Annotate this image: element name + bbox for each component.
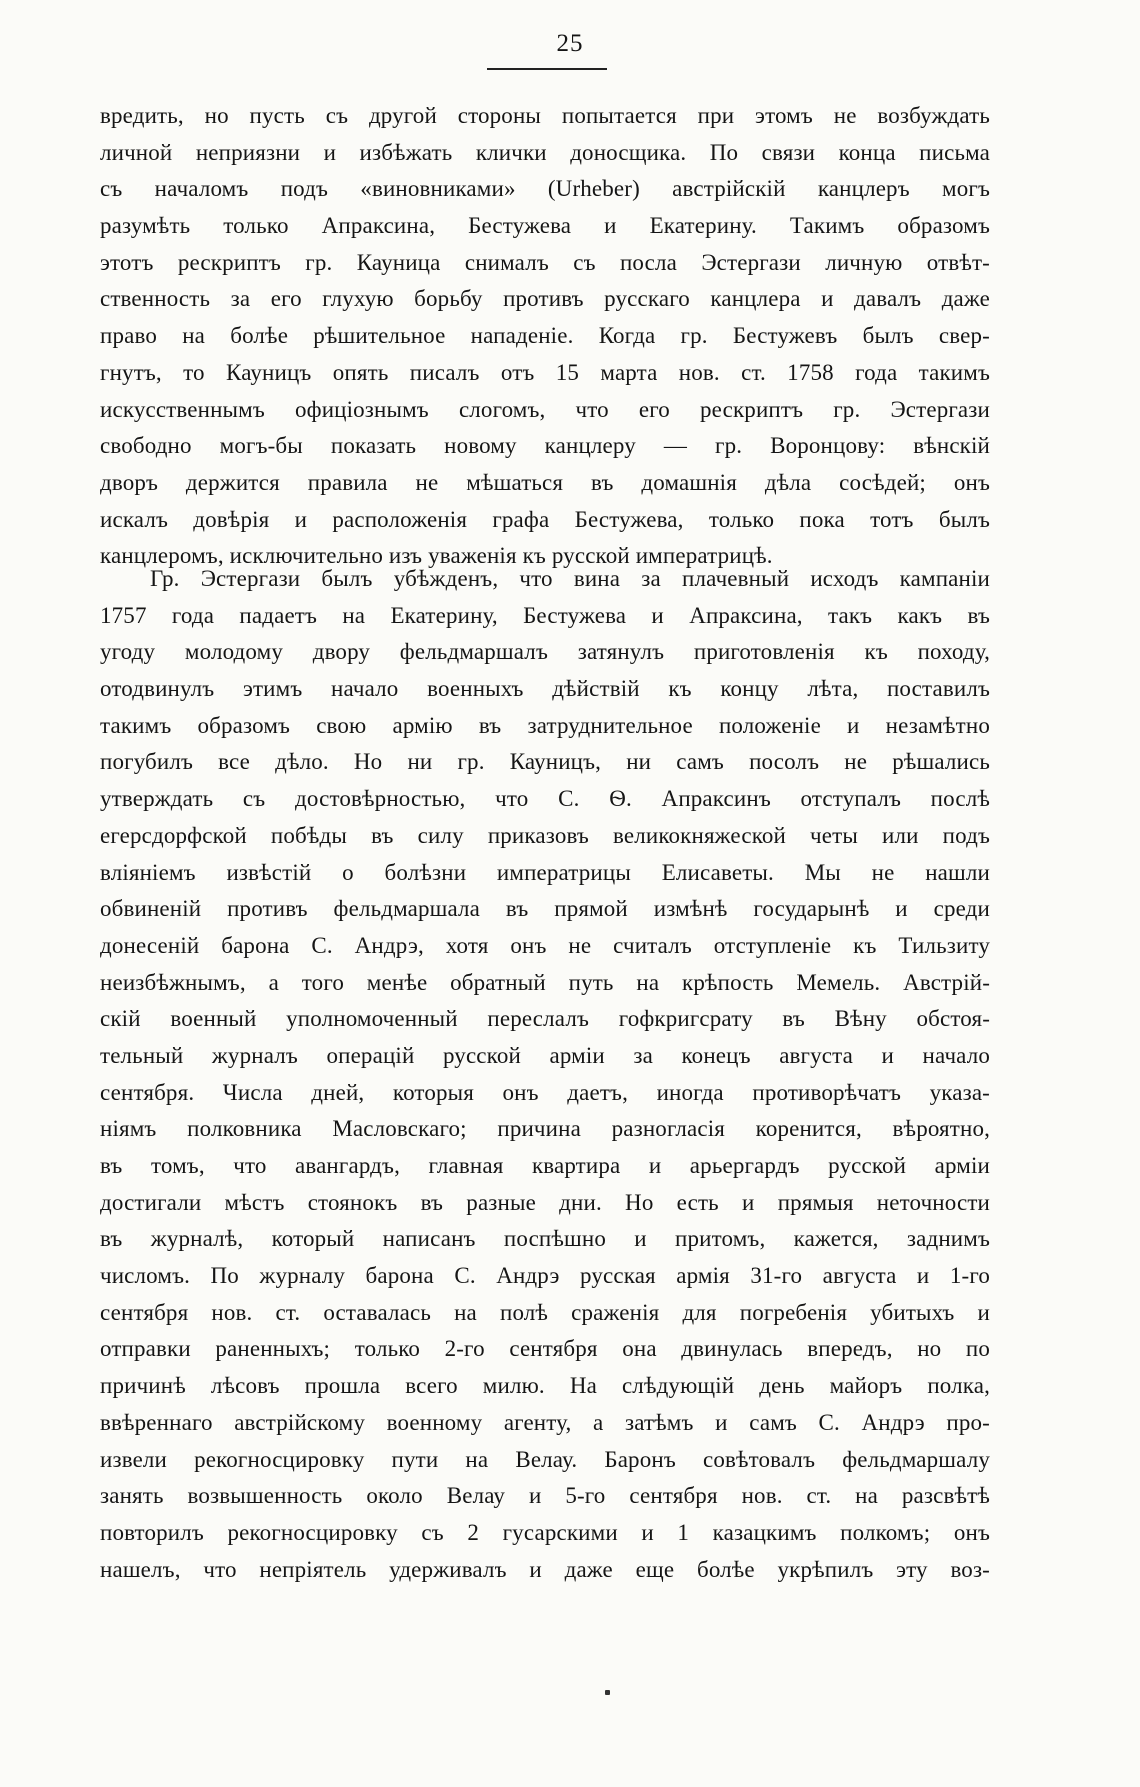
text-line: угоду молодому двору фельдмаршалъ затянулъ приготовленія къ походу, <box>100 639 990 665</box>
text-line: тельный журналъ операцій русской арміи за конецъ августа и начало <box>100 1042 990 1068</box>
text-line: этотъ рескриптъ гр. Кауница снималъ съ посла Эстергази личную отвѣт- <box>100 249 990 275</box>
text-line: личной неприязни и избѣжать клички доносщика. По связи конца письма <box>100 139 990 165</box>
text-line: числомъ. По журналу барона С. Андрэ русская армія 31-го августа и 1-го <box>100 1263 990 1289</box>
text-line: занять возвышенность около Велау и 5-го сентября нов. ст. на разсвѣтѣ <box>100 1483 990 1509</box>
text-line: погубилъ все дѣло. Но ни гр. Кауницъ, ни самъ посолъ не рѣшались <box>100 749 990 775</box>
paragraph-2 <box>100 561 990 1588</box>
text-line: вліяніемъ извѣстій о болѣзни императрицы Елисаветы. Мы не нашли <box>100 859 990 885</box>
text-line: скій военный уполномоченный переслалъ гофкригсрату въ Вѣну обстоя- <box>100 1006 990 1032</box>
text-line: дворъ держится правила не мѣшаться въ домашнія дѣла сосѣдей; онъ <box>100 469 990 495</box>
text-line: нашелъ, что непріятель удерживалъ и даже еще болѣе укрѣпилъ эту воз- <box>100 1556 990 1582</box>
text-line: канцлеромъ, исключительно изъ уваженія къ русской императрицѣ. <box>100 543 773 569</box>
text-line: искалъ довѣрія и расположенія графа Бестужева, только пока тотъ былъ <box>100 506 990 532</box>
text-line: сентября. Числа дней, которыя онъ даетъ, иногда противорѣчатъ указа- <box>100 1079 990 1105</box>
text-line: право на болѣе рѣшительное нападеніе. Когда гр. Бестужевъ былъ свер- <box>100 323 990 349</box>
text-line: такимъ образомъ свою армію въ затруднительное положеніе и незамѣтно <box>100 712 990 738</box>
text-line: 1757 года падаетъ на Екатерину, Бестужева и Апраксина, такъ какъ въ <box>100 602 990 628</box>
text-line: съ началомъ подъ «виновниками» (Urheber) австрійскій канцлеръ могъ <box>100 176 990 202</box>
text-line: обвиненій противъ фельдмаршала въ прямой измѣнѣ государынѣ и среди <box>100 896 990 922</box>
text-line: причинѣ лѣсовъ прошла всего милю. На слѣдующій день майоръ полка, <box>100 1373 990 1399</box>
page-number: 25 <box>556 30 584 57</box>
text-line: утверждать съ достовѣрностью, что С. Ѳ. Апраксинъ отступалъ послѣ <box>100 786 990 812</box>
text-line: Гр. Эстергази былъ убѣжденъ, что вина за плачевный исходъ кампаніи <box>150 566 990 591</box>
text-line: разумѣть только Апраксина, Бестужева и Екатерину. Такимъ образомъ <box>100 213 990 239</box>
text-line: отодвинулъ этимъ начало военныхъ дѣйствій къ концу лѣта, поставилъ <box>100 676 990 702</box>
text-line: донесеній барона С. Андрэ, хотя онъ не считалъ отступленіе къ Тильзиту <box>100 932 990 958</box>
text-line: гнутъ, то Кауницъ опять писалъ отъ 15 марта нов. ст. 1758 года такимъ <box>100 359 990 385</box>
print-mark <box>605 1690 610 1695</box>
text-line: въ журналѣ, который написанъ поспѣшно и притомъ, кажется, заднимъ <box>100 1226 990 1252</box>
text-line: извели рекогносцировку пути на Велау. Баронъ совѣтовалъ фельдмаршалу <box>100 1446 990 1472</box>
text-line: ніямъ полковника Масловскаго; причина разногласія коренится, вѣроятно, <box>100 1116 990 1142</box>
text-line: отправки раненныхъ; только 2-го сентября она двинулась впередъ, но по <box>100 1336 990 1362</box>
text-line: вредить, но пусть съ другой стороны попытается при этомъ не возбуждать <box>100 103 990 128</box>
text-line: ственность за его глухую борьбу противъ русскаго канцлера и давалъ даже <box>100 286 990 312</box>
text-line: сентября нов. ст. оставалась на полѣ сраженія для погребенія убитыхъ и <box>100 1299 990 1325</box>
paragraph-1 <box>100 98 990 575</box>
text-line: егерсдорфской побѣды въ силу приказовъ великокняжеской четы или подъ <box>100 822 990 848</box>
text-line: повторилъ рекогносцировку съ 2 гусарскими и 1 казацкимъ полкомъ; онъ <box>100 1519 990 1545</box>
text-line: достигали мѣстъ стоянокъ въ разные дни. Но есть и прямыя неточности <box>100 1189 990 1215</box>
text-line: въ томъ, что авангардъ, главная квартира и арьергардъ русской арміи <box>100 1153 990 1178</box>
text-line: неизбѣжнымъ, а того менѣе обратный путь на крѣпость Мемель. Австрій- <box>100 969 990 995</box>
text-line: ввѣреннаго австрійскому военному агенту, а затѣмъ и самъ С. Андрэ про- <box>100 1409 990 1435</box>
text-line: искусственнымъ офиціознымъ слогомъ, что его рескриптъ гр. Эстергази <box>100 396 990 422</box>
header-rule <box>487 68 607 70</box>
text-line: свободно могъ-бы показать новому канцлеру — гр. Воронцову: вѣнскій <box>100 433 990 459</box>
